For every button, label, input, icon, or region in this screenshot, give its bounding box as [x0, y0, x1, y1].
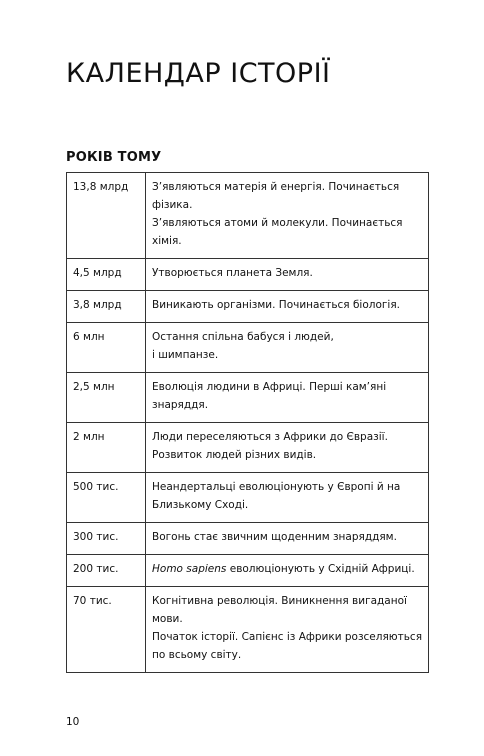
years-ago-cell: 200 тис.: [67, 555, 146, 587]
event-line: Початок історії. Сапієнс із Африки розселяються по всьому світу.: [152, 631, 423, 661]
years-ago-cell: 500 тис.: [67, 473, 146, 523]
event-line: і шимпанзе.: [152, 349, 219, 361]
table-row: [67, 555, 429, 587]
event-line: [152, 560, 424, 578]
event-text: еволюціонують у Східній Африці.: [226, 563, 415, 575]
event-line: Остання спільна бабуся і людей,: [152, 331, 334, 343]
event-cell: [146, 291, 429, 323]
event-cell: [146, 173, 429, 259]
history-calendar-table: [66, 172, 429, 673]
table-row: [67, 473, 429, 523]
years-ago-cell: 2 млн: [67, 423, 146, 473]
species-name: Homo sapiens: [152, 563, 227, 575]
table-row: [67, 323, 429, 373]
years-ago-cell: 300 тис.: [67, 523, 146, 555]
event-line: З’являються матерія й енергія. Починається фізика.: [152, 181, 400, 211]
event-line: Люди переселяються з Африки до Євразії.: [152, 431, 388, 443]
event-line: Когнітивна революція. Виникнення вигаданої мови.: [152, 595, 407, 625]
table-row: [67, 173, 429, 259]
event-cell: [146, 473, 429, 523]
years-ago-cell: 3,8 млрд: [67, 291, 146, 323]
table-row: [67, 423, 429, 473]
event-line: Розвиток людей різних видів.: [152, 449, 317, 461]
page-number: 10: [66, 716, 80, 728]
event-line: Виникають організми. Починається біологія.: [152, 299, 400, 311]
years-ago-cell: 13,8 млрд: [67, 173, 146, 259]
event-cell: [146, 423, 429, 473]
event-cell: [146, 523, 429, 555]
event-line: Вогонь стає звичним щоденним знаряддям.: [152, 531, 397, 543]
section-heading: РОКІВ ТОМУ: [66, 150, 162, 165]
years-ago-cell: 6 млн: [67, 323, 146, 373]
event-line: Еволюція людини в Африці. Перші кам’яні знаряддя.: [152, 381, 387, 411]
event-line: Неандертальці еволюціонують у Європі й на Близькому Сході.: [152, 481, 401, 511]
event-line: З’являються атоми й молекули. Починається хімія.: [152, 217, 403, 247]
page-title: КАЛЕНДАР ІСТОРІЇ: [66, 58, 331, 89]
event-line: Утворюється планета Земля.: [152, 267, 313, 279]
table-row: [67, 291, 429, 323]
table-row: [67, 523, 429, 555]
table-row: [67, 373, 429, 423]
years-ago-cell: 70 тис.: [67, 587, 146, 673]
years-ago-cell: 2,5 млн: [67, 373, 146, 423]
event-cell: [146, 555, 429, 587]
event-cell: [146, 259, 429, 291]
event-cell: [146, 587, 429, 673]
table-row: [67, 259, 429, 291]
event-cell: [146, 323, 429, 373]
table-row: [67, 587, 429, 673]
event-cell: [146, 373, 429, 423]
years-ago-cell: 4,5 млрд: [67, 259, 146, 291]
